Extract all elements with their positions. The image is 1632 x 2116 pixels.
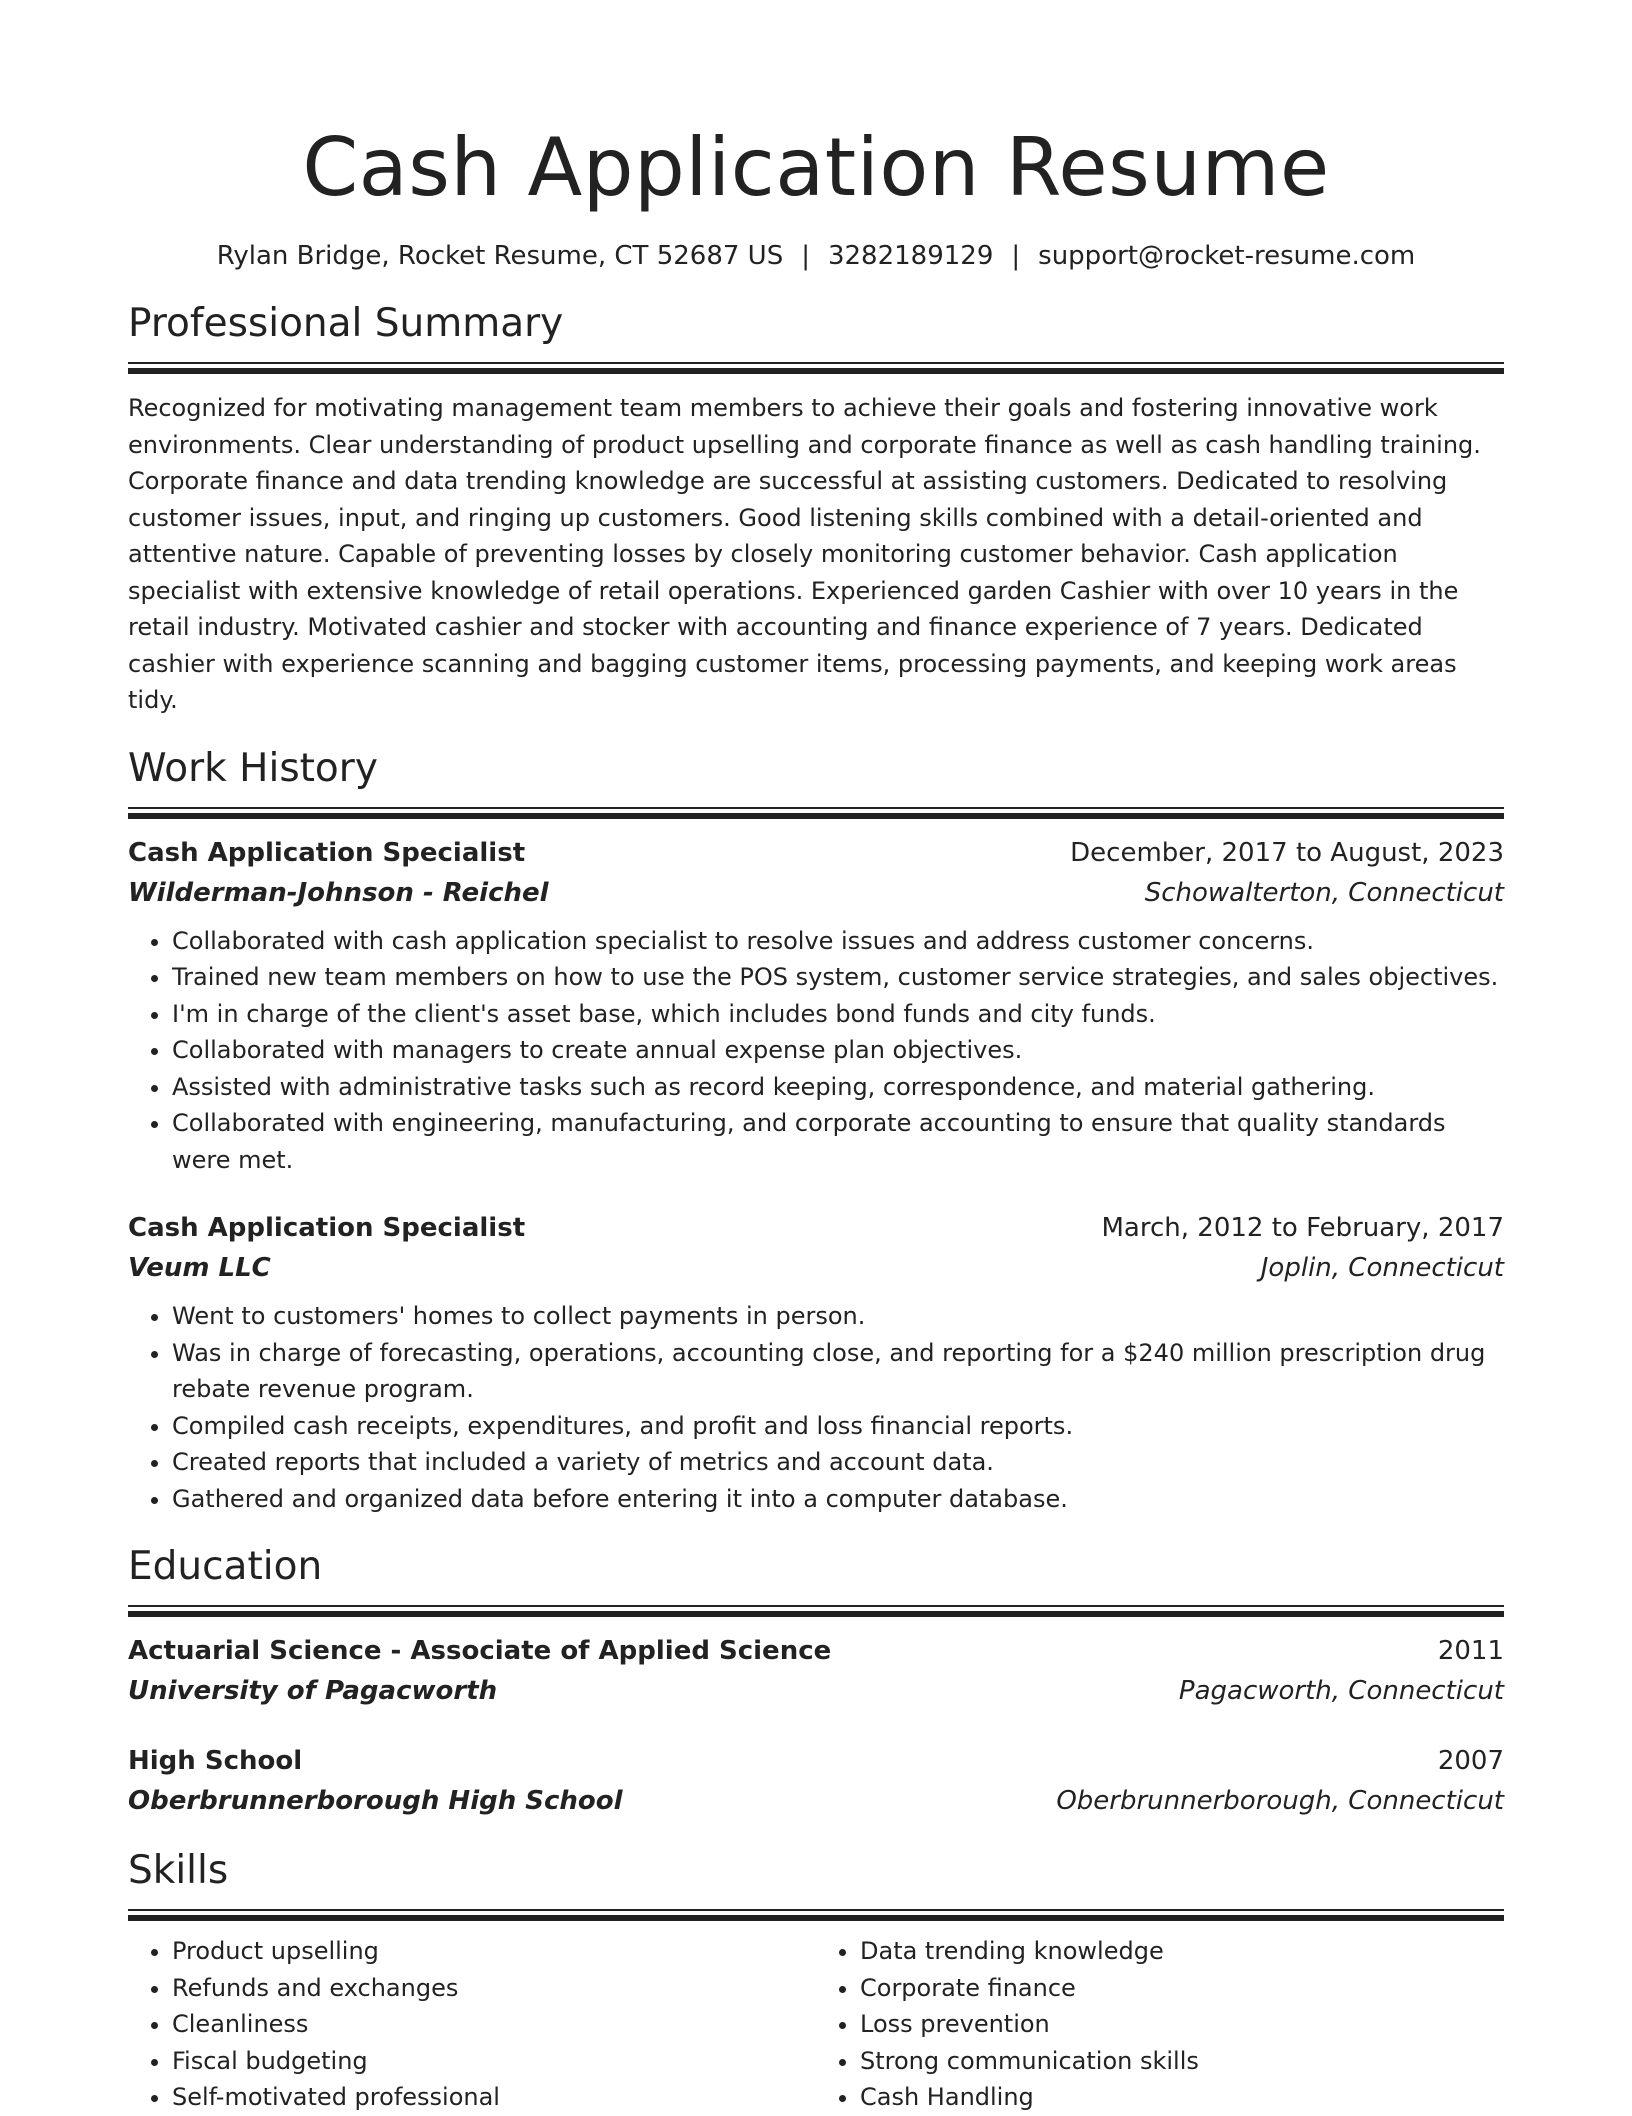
job-entry (128, 1208, 1504, 1517)
job-bullet: • Compiled cash receipts, expenditures, and profit and loss financial reports. (172, 1408, 1504, 1445)
education-section (128, 1543, 1504, 1821)
education-location: Pagacworth, Connecticut (1178, 1676, 1504, 1706)
job-bullet: • I'm in charge of the client's asset base, which includes bond funds and city funds. (172, 996, 1504, 1033)
education-subheader (128, 1781, 1504, 1821)
job-bullets (128, 923, 1504, 1179)
job-dates: March, 2012 to February, 2017 (1101, 1213, 1504, 1243)
job-bullet: • Trained new team members on how to use the POS system, customer service strategies, and sales objectives. (172, 959, 1504, 996)
summary-section (128, 300, 1504, 719)
education-header (128, 1741, 1504, 1781)
job-header (128, 833, 1504, 873)
education-entry (128, 1741, 1504, 1821)
resume-title: Cash Application Resume (302, 121, 1330, 214)
contact-phone: 3282189129 (827, 241, 994, 271)
skill-item: • Refunds and exchanges (172, 1970, 816, 2007)
skills-columns (128, 1933, 1504, 2116)
education-header (128, 1631, 1504, 1671)
job-entry (128, 833, 1504, 1179)
job-company: Wilderman-Johnson - Reichel (128, 877, 549, 908)
summary-text: Recognized for motivating management team members to achieve their goals and fostering innovative work environments. Clear understanding of product upselling and corporate finance as well as cash handling training. Corporate finance and data trending knowledge are successful at assisting customers. Dedicated to resolving customer issues, input, and ringing up customers. Good listening skills combined with a detail-oriented and attentive nature. Capable of preventing losses by closely monitoring customer behavior. Cash application specialist with extensive knowledge of retail operations. Experienced garden Cashier with over 10 years in the retail industry. Motivated cashier and stocker with accounting and finance experience of 7 years. Dedicated cashier with experience scanning and bagging customer items, processing payments, and keeping work areas tidy. (128, 394, 1481, 714)
contact-address: Rylan Bridge, Rocket Resume, CT 52687 US (216, 241, 784, 271)
job-location: Joplin, Connecticut (1260, 1253, 1504, 1283)
section-divider (128, 362, 1504, 374)
skill-item: • Loss prevention (860, 2006, 1504, 2043)
job-title: Cash Application Specialist (128, 1213, 526, 1243)
education-degree: High School (128, 1746, 303, 1776)
job-company: Veum LLC (128, 1253, 271, 1283)
skills-list-right (816, 1933, 1504, 2116)
skill-item: • Corporate finance (860, 1970, 1504, 2007)
skill-item: • Cleanliness (172, 2006, 816, 2043)
skills-section (128, 1847, 1504, 2116)
section-heading-education: Education (128, 1544, 323, 1589)
education-entry (128, 1631, 1504, 1711)
job-bullet: • Collaborated with managers to create annual expense plan objectives. (172, 1032, 1504, 1069)
job-bullet: • Went to customers' homes to collect payments in person. (172, 1298, 1504, 1335)
section-divider (128, 807, 1504, 819)
skill-item: • Fiscal budgeting (172, 2043, 816, 2080)
section-heading-work-history: Work History (128, 745, 378, 791)
education-year: 2011 (1437, 1636, 1504, 1666)
job-bullet: • Was in charge of forecasting, operations, accounting close, and reporting for a $240 million prescription drug rebate revenue program. (172, 1335, 1504, 1408)
job-bullet: • Gathered and organized data before entering it into a computer database. (172, 1481, 1504, 1518)
education-year: 2007 (1437, 1746, 1504, 1776)
contact-separator: | (801, 241, 810, 271)
job-dates: December, 2017 to August, 2023 (1070, 837, 1504, 868)
job-subheader (128, 1248, 1504, 1288)
skill-item: • Strong communication skills (860, 2043, 1504, 2080)
section-heading-summary: Professional Summary (128, 301, 564, 346)
education-location: Oberbrunnerborough, Connecticut (1056, 1786, 1504, 1816)
job-bullet: • Created reports that included a variety of metrics and account data. (172, 1444, 1504, 1481)
skill-item: • Cash Handling (860, 2079, 1504, 2116)
job-title: Cash Application Specialist (128, 837, 526, 868)
skill-item: • Self-motivated professional (172, 2079, 816, 2116)
education-degree: Actuarial Science - Associate of Applied Science (128, 1636, 832, 1666)
section-heading-skills: Skills (128, 1848, 229, 1893)
job-bullet: • Collaborated with cash application specialist to resolve issues and address customer concerns. (172, 923, 1504, 960)
section-divider (128, 1909, 1504, 1921)
skill-item: • Data trending knowledge (860, 1933, 1504, 1970)
job-bullet: • Collaborated with engineering, manufacturing, and corporate accounting to ensure that quality standards were met. (172, 1105, 1504, 1178)
skill-item: • Product upselling (172, 1933, 816, 1970)
education-school: University of Pagacworth (128, 1676, 498, 1706)
skills-list-left (128, 1933, 816, 2116)
work-history-section (128, 745, 1504, 1518)
education-subheader (128, 1671, 1504, 1711)
job-subheader (128, 873, 1504, 913)
contact-email: support@rocket-resume.com (1038, 241, 1416, 271)
job-header (128, 1208, 1504, 1248)
section-divider (128, 1605, 1504, 1617)
contact-separator: | (1011, 241, 1021, 271)
job-location: Schowalterton, Connecticut (1144, 877, 1504, 908)
job-bullet: • Assisted with administrative tasks such as record keeping, correspondence, and material gathering. (172, 1069, 1504, 1106)
job-bullets (128, 1298, 1504, 1517)
contact-line (128, 238, 1504, 274)
education-school: Oberbrunnerborough High School (128, 1786, 623, 1816)
